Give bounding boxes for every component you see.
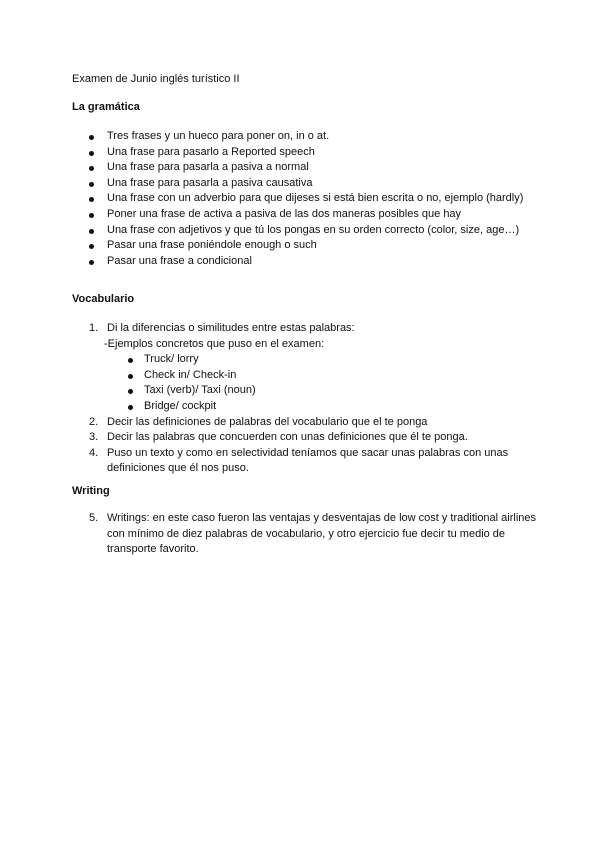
bullet-icon [89, 182, 94, 187]
example-item: Truck/ lorry [72, 352, 542, 368]
list-item: Una frase con adjetivos y que tú los pongas en su orden correcto (color, size, age…) [72, 223, 542, 239]
bullet-icon [128, 374, 133, 379]
list-item: 5. Writings: en este caso fueron las ventajas y desventajas de low cost y traditional airlines con mínimo de diez palabras de vocabulario, y otro ejercicio fue decir tu medio de transporte favorito. [89, 512, 537, 556]
bullet-icon [89, 197, 94, 202]
item-number: 1. [89, 322, 99, 334]
document-title: Examen de Junio inglés turístico II [72, 73, 240, 85]
example-item: Bridge/ cockpit [72, 399, 542, 415]
bullet-icon [89, 260, 94, 265]
list-item: 4. Puso un texto y como en selectividad teníamos que sacar unas palabras con unas definiciones que él nos puso. [89, 446, 509, 475]
list-item: Una frase con un adverbio para que dijeses si está bien escrita o no, ejemplo (hardly) [72, 191, 542, 207]
vocabulary-heading: Vocabulario [72, 293, 135, 305]
grammar-heading: La gramática [72, 101, 140, 113]
item-number: 4. [89, 446, 99, 459]
bullet-icon [128, 389, 133, 394]
list-item: Una frase para pasarlo a Reported speech [72, 145, 542, 161]
example-item: Taxi (verb)/ Taxi (noun) [72, 383, 542, 399]
writing-heading: Writing [72, 485, 110, 497]
list-item: Una frase para pasarla a pasiva a normal [72, 160, 542, 176]
list-item: 1. Di la diferencias o similitudes entre estas palabras: [72, 321, 542, 337]
grammar-list [72, 129, 542, 269]
bullet-icon [89, 244, 94, 249]
list-item: Pasar una frase poniéndole enough o such [72, 238, 542, 254]
example-item: Check in/ Check-in [72, 368, 542, 384]
bullet-icon [128, 358, 133, 363]
list-item: 3. Decir las palabras que concuerden con unas definiciones que él te ponga. [72, 430, 542, 446]
writing-list [72, 511, 542, 558]
bullet-icon [89, 166, 94, 171]
list-item: 2. Decir las definiciones de palabras del vocabulario que el te ponga [72, 415, 542, 431]
item-number: 2. [89, 415, 99, 428]
bullet-icon [89, 213, 94, 218]
list-item: Tres frases y un hueco para poner on, in o at. [72, 129, 542, 145]
examples-note: -Ejemplos concretos que puso en el examen: [104, 337, 325, 350]
bullet-icon [89, 151, 94, 156]
list-item: Una frase para pasarla a pasiva causativa [72, 176, 542, 192]
vocabulary-list [72, 321, 542, 477]
list-item: Poner una frase de activa a pasiva de las dos maneras posibles que hay [72, 207, 542, 223]
bullet-icon [128, 405, 133, 410]
bullet-icon [89, 229, 94, 234]
list-item: Pasar una frase a condicional [72, 254, 542, 270]
bullet-icon [89, 135, 94, 140]
item-number: 3. [89, 431, 99, 444]
item-number: 5. [89, 512, 99, 524]
